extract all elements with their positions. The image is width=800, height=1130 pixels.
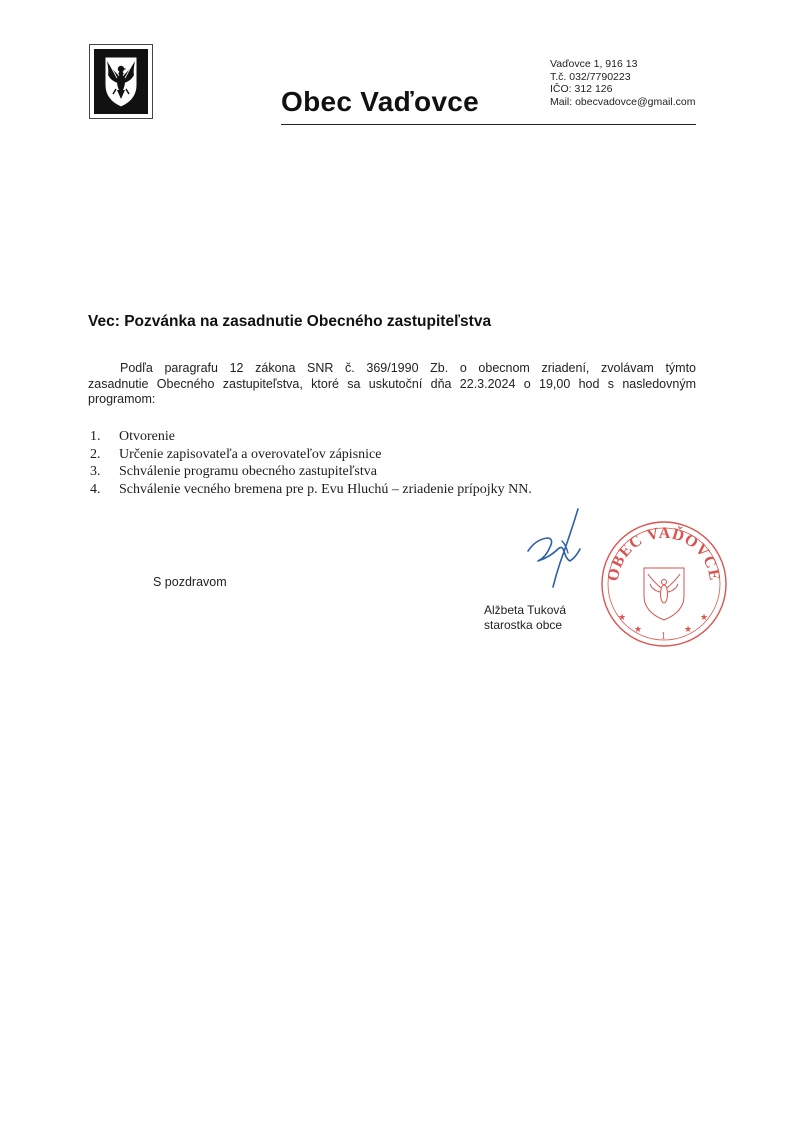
stamp-text: OBEC VAĎOVCE [604,524,724,583]
contact-ico: IČO: 312 126 [550,83,613,95]
agenda-text: Otvorenie [119,429,175,444]
agenda-text: Schválenie programu obecného zastupiteľstva [119,464,377,479]
svg-text:★: ★ [618,613,627,623]
agenda-item [90,481,532,499]
contact-mail: Mail: obecvadovce@gmail.com [550,95,696,108]
signer-role: starostka obce [484,618,563,632]
signer-block [484,603,566,633]
agenda-number: 1. [90,429,101,444]
agenda-number: 4. [90,481,101,497]
svg-text:★: ★ [684,625,693,635]
header-divider [281,124,696,125]
contact-address: Vaďovce 1, 916 13 [550,58,638,70]
official-stamp [594,518,734,648]
agenda-item [90,446,532,464]
organization-name: Obec Vaďovce [281,86,480,117]
agenda-number: 2. [90,446,101,462]
svg-text:★: ★ [700,613,709,623]
paragraph-line: programom: [88,392,156,406]
agenda-number: 3. [90,464,101,479]
greeting: S pozdravom [153,575,227,589]
agenda-text: Schválenie vecného bremena pre p. Evu Hluchú – zriadenie prípojky NN. [119,481,532,497]
contact-phone: T.č. 032/7790223 [550,70,631,83]
stamp-number: 1 [661,631,666,642]
agenda-text: Určenie zapisovateľa a overovateľov zápisnice [119,446,382,462]
handwritten-signature-icon [520,505,590,590]
letter-paragraph [88,361,696,408]
signer-name: Alžbeta Tuková [484,603,567,617]
paragraph-line: Podľa paragrafu 12 zákona SNR č. 369/1990 Zb. o obecnom zriadení, zvolávam týmto [120,361,696,375]
letter-subject: Vec: Pozvánka na zasadnutie Obecného zastupiteľstva [88,313,492,330]
paragraph-line: zasadnutie Obecného zastupiteľstva, ktoré sa uskutoční dňa 22.3.2024 o 19,00 hod s nasledovným [88,376,696,391]
svg-text:★: ★ [634,625,643,635]
contact-block [550,58,695,108]
eagle-crest-icon [89,44,153,119]
agenda-item [90,428,532,446]
agenda-list [90,428,532,498]
agenda-item [90,463,532,481]
